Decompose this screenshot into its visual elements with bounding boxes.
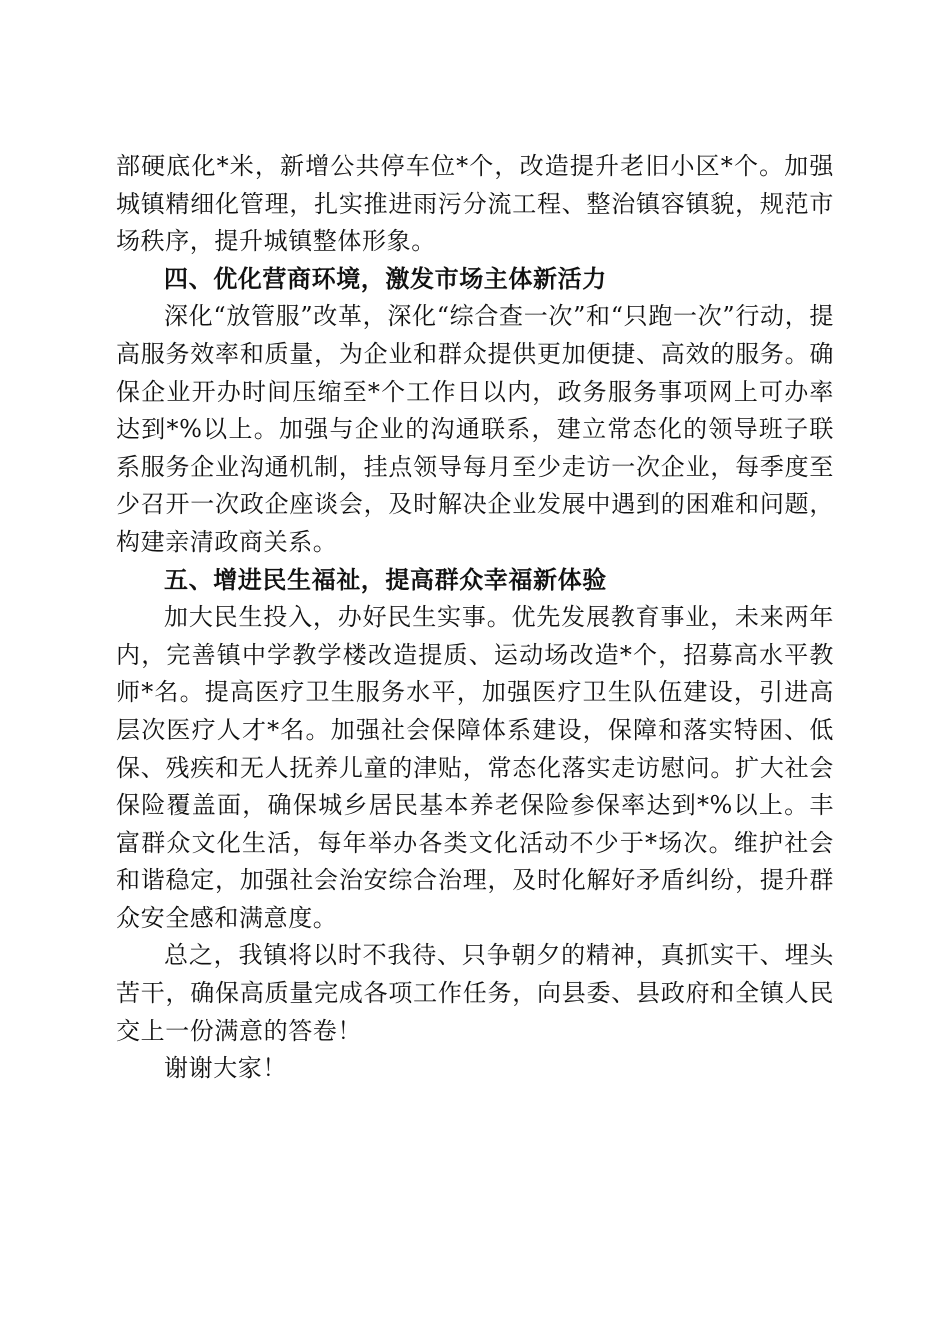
section-heading-4: 四、优化营商环境，激发市场主体新活力	[164, 264, 607, 293]
paragraph-intro-continuation: 部硬底化*米，新增公共停车位*个，改造提升老旧小区*个。加强城镇精细化管理，扎实推进雨污分流工程、整治镇容镇貌，规范市场秩序，提升城镇整体形象。	[116, 152, 834, 256]
section-heading-5: 五、增进民生福祉，提高群众幸福新体验	[164, 565, 607, 594]
paragraph-conclusion: 总之，我镇将以时不我待、只争朝夕的精神，真抓实干、埋头苦干，确保高质量完成各项工作任务，向县委、县政府和全镇人民交上一份满意的答卷！	[116, 941, 834, 1045]
document-body	[116, 148, 834, 1088]
paragraph-section-5: 加大民生投入，办好民生实事。优先发展教育事业，未来两年内，完善镇中学教学楼改造提质、运动场改造*个，招募高水平教师*名。提高医疗卫生服务水平，加强医疗卫生队伍建设，引进高层次医疗人才*名。加强社会保障体系建设，保障和落实特困、低保、残疾和无人抚养儿童的津贴，常态化落实走访慰问。扩大社会保险覆盖面，确保城乡居民基本养老保险参保率达到*%以上。丰富群众文化生活，每年举办各类文化活动不少于*场次。维护社会和谐稳定，加强社会治安综合治理，及时化解好矛盾纠纷，提升群众安全感和满意度。	[116, 603, 834, 932]
paragraph-thanks: 谢谢大家！	[164, 1054, 287, 1083]
paragraph-section-4: 深化“放管服”改革，深化“综合查一次”和“只跑一次”行动，提高服务效率和质量，为企业和群众提供更加便捷、高效的服务。确保企业开办时间压缩至*个工作日以内，政务服务事项网上可办率达到*%以上。加强与企业的沟通联系，建立常态化的领导班子联系服务企业沟通机制，挂点领导每月至少走访一次企业，每季度至少召开一次政企座谈会，及时解决企业发展中遇到的困难和问题，构建亲清政商关系。	[116, 302, 834, 556]
